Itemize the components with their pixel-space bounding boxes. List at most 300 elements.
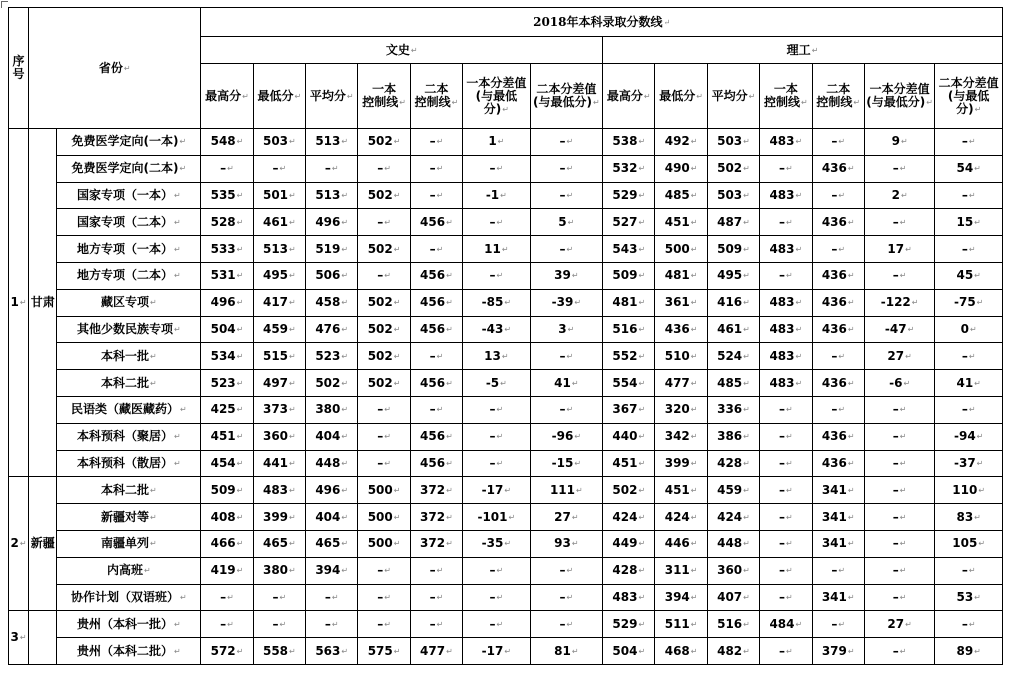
- wenshi-value: 477: [420, 643, 446, 658]
- ligong-value: –: [778, 268, 785, 283]
- ligong-value-cell: –↵: [864, 477, 934, 504]
- wenshi-value-cell: –↵: [463, 584, 530, 611]
- wenshi-value: 500: [367, 536, 393, 551]
- ligong-value-cell: 428↵: [603, 557, 655, 584]
- wenshi-value: –: [489, 268, 496, 283]
- wenshi-col-header: 二本 控制线↵: [410, 64, 462, 129]
- ligong-value-cell: –↵: [812, 129, 864, 156]
- wenshi-value-cell: –↵: [253, 584, 305, 611]
- wenshi-value-cell: 448↵: [306, 450, 358, 477]
- ligong-value-cell: 495↵: [707, 262, 759, 289]
- ligong-value: 510: [664, 348, 690, 363]
- ligong-value-cell: 341↵: [812, 504, 864, 531]
- ligong-value: -122: [880, 295, 911, 310]
- ligong-value-cell: 54↵: [935, 155, 1003, 182]
- ligong-value: 451: [664, 214, 690, 229]
- ligong-value: 500: [664, 241, 690, 256]
- ligong-value: –: [892, 214, 899, 229]
- corner-mark: [1, 1, 8, 8]
- wenshi-value-cell: 372↵: [410, 477, 462, 504]
- ligong-value-cell: –↵: [760, 262, 812, 289]
- wenshi-value-cell: –↵: [306, 155, 358, 182]
- wenshi-col-header-text: 平均分: [309, 88, 346, 103]
- province-cell: [29, 477, 57, 611]
- wenshi-value: 506: [315, 268, 341, 283]
- wenshi-value: 466: [210, 536, 236, 551]
- ligong-value-cell: 554↵: [603, 370, 655, 397]
- wenshi-value: 502: [367, 375, 393, 390]
- ligong-value-cell: –↵: [760, 638, 812, 665]
- wenshi-value-cell: –↵: [410, 343, 462, 370]
- ligong-value: 436: [821, 161, 847, 176]
- wenshi-value: 419: [210, 563, 236, 578]
- table-row: [9, 638, 1003, 665]
- ligong-col-header-text: 二本分差值 (与最低 分): [938, 75, 999, 116]
- ligong-value: 527: [612, 214, 638, 229]
- ligong-value-cell: 485↵: [655, 182, 707, 209]
- ligong-value: 27: [887, 348, 905, 363]
- ligong-value-cell: –↵: [864, 504, 934, 531]
- wenshi-value-cell: –↵: [358, 557, 410, 584]
- ligong-value: 45: [956, 268, 974, 283]
- ligong-value-cell: 509↵: [707, 236, 759, 263]
- ligong-value-cell: 342↵: [655, 423, 707, 450]
- ligong-value: 484: [769, 616, 795, 631]
- wenshi-value-cell: –↵: [410, 236, 462, 263]
- wenshi-value: -101: [477, 509, 508, 524]
- wenshi-value: 3: [558, 321, 567, 336]
- wenshi-value-cell: –↵: [358, 450, 410, 477]
- wenshi-value-cell: 502↵: [358, 129, 410, 156]
- ligong-value: –: [778, 643, 785, 658]
- ligong-value-cell: 459↵: [707, 477, 759, 504]
- wenshi-value: 502: [367, 321, 393, 336]
- ligong-value: 532: [612, 161, 638, 176]
- wenshi-value: –: [377, 161, 384, 176]
- ligong-value-cell: –↵: [812, 236, 864, 263]
- wenshi-value: 535: [210, 187, 236, 202]
- ligong-value: –: [961, 187, 968, 202]
- ligong-col-header-text: 最低分: [659, 88, 696, 103]
- ligong-value: –: [831, 402, 838, 417]
- wenshi-value: 372: [420, 536, 446, 551]
- ligong-value-cell: –↵: [864, 584, 934, 611]
- wenshi-value: –: [489, 429, 496, 444]
- ligong-value: -75: [953, 295, 976, 310]
- ligong-value-cell: –↵: [935, 182, 1003, 209]
- wenshi-value: 404: [315, 509, 341, 524]
- ligong-value-cell: 529↵: [603, 182, 655, 209]
- ligong-value: 2: [891, 187, 900, 202]
- wenshi-value: 39: [554, 268, 571, 283]
- ligong-value-cell: 487↵: [707, 209, 759, 236]
- category-label: 本科二批: [100, 482, 149, 497]
- category-cell: 藏区专项↵: [57, 289, 201, 316]
- wenshi-value-cell: 496↵: [306, 209, 358, 236]
- ligong-value: 360: [717, 563, 743, 578]
- wenshi-value: –: [559, 241, 566, 256]
- ligong-value-cell: 502↵: [707, 155, 759, 182]
- ligong-value-cell: -75↵: [935, 289, 1003, 316]
- wenshi-value: 513: [315, 134, 341, 149]
- category-label: 本科预科（散居）: [76, 455, 173, 470]
- ligong-value-cell: 436↵: [812, 423, 864, 450]
- ligong-value-cell: 504↵: [603, 638, 655, 665]
- ligong-value-cell: –↵: [760, 584, 812, 611]
- wenshi-value: –: [429, 589, 436, 604]
- wenshi-value-cell: 506↵: [306, 262, 358, 289]
- table-row: [9, 423, 1003, 450]
- wenshi-value-cell: 548↵: [201, 129, 253, 156]
- wenshi-value: 456: [420, 214, 446, 229]
- wenshi-value: 451: [210, 429, 236, 444]
- category-label: 地方专项（一本）: [76, 241, 173, 256]
- category-cell: 本科预科（散居）↵: [57, 450, 201, 477]
- ligong-value: 483: [612, 589, 638, 604]
- ligong-value: 436: [821, 375, 847, 390]
- ligong-value: -6: [889, 375, 903, 390]
- wenshi-value: –: [377, 402, 384, 417]
- wenshi-value: –: [272, 589, 279, 604]
- ligong-value-cell: 527↵: [603, 209, 655, 236]
- ligong-value-cell: 484↵: [760, 611, 812, 638]
- ligong-value-cell: 311↵: [655, 557, 707, 584]
- wenshi-col-header-text: 最高分: [205, 88, 242, 103]
- ligong-value-cell: 543↵: [603, 236, 655, 263]
- wenshi-value-cell: 528↵: [201, 209, 253, 236]
- ligong-value: –: [778, 563, 785, 578]
- wenshi-value: -17: [481, 643, 504, 658]
- table-row: [9, 316, 1003, 343]
- ligong-value-cell: 510↵: [655, 343, 707, 370]
- wenshi-value-cell: 399↵: [253, 504, 305, 531]
- ligong-value: –: [892, 482, 899, 497]
- wenshi-value: 465: [262, 536, 289, 551]
- ligong-value-cell: –↵: [864, 450, 934, 477]
- wenshi-value-cell: 500↵: [358, 477, 410, 504]
- wenshi-value-cell: 451↵: [201, 423, 253, 450]
- ligong-value-cell: –↵: [812, 182, 864, 209]
- wenshi-value: –: [429, 241, 436, 256]
- wenshi-value-cell: -96↵: [530, 423, 603, 450]
- wenshi-value-cell: -17↵: [463, 477, 530, 504]
- wenshi-value: 476: [315, 321, 341, 336]
- category-cell: 地方专项（一本）↵: [57, 236, 201, 263]
- ligong-value: –: [892, 161, 899, 176]
- ligong-value-cell: 483↵: [760, 129, 812, 156]
- wenshi-value: –: [489, 161, 496, 176]
- ligong-value: –: [778, 214, 785, 229]
- wenshi-col-header-text: 一本分差值 (与最低分): [466, 75, 527, 116]
- ligong-value: 538: [612, 134, 638, 149]
- ligong-value-cell: 428↵: [707, 450, 759, 477]
- wenshi-value: 502: [367, 295, 393, 310]
- wenshi-col-header: 平均分↵: [306, 64, 358, 129]
- ligong-value: 416: [717, 295, 743, 310]
- wenshi-value-cell: –↵: [530, 396, 603, 423]
- wenshi-value: –: [377, 429, 384, 444]
- wenshi-value-cell: 373↵: [253, 396, 305, 423]
- ligong-value: 483: [769, 295, 795, 310]
- ligong-value: 15: [956, 214, 974, 229]
- wenshi-value: 523: [210, 375, 236, 390]
- ligong-value: –: [892, 643, 899, 658]
- wenshi-value-cell: 93↵: [530, 530, 603, 557]
- category-cell: 本科二批↵: [57, 477, 201, 504]
- ligong-value-cell: –↵: [760, 155, 812, 182]
- ligong-value: 483: [769, 134, 795, 149]
- ligong-value: 407: [717, 589, 743, 604]
- wenshi-value: 11: [484, 241, 501, 256]
- ligong-value: 436: [664, 321, 690, 336]
- wenshi-value: 548: [210, 134, 236, 149]
- wenshi-value-cell: –↵: [530, 182, 603, 209]
- ligong-value-cell: 386↵: [707, 423, 759, 450]
- table-row: [9, 129, 1003, 156]
- wenshi-value-cell: –↵: [410, 155, 462, 182]
- wenshi-value-cell: 500↵: [358, 504, 410, 531]
- ligong-value-cell: 509↵: [603, 262, 655, 289]
- wenshi-value-cell: –↵: [463, 423, 530, 450]
- category-cell: 民语类（藏医藏药）↵: [57, 396, 201, 423]
- ligong-value-cell: -37↵: [935, 450, 1003, 477]
- ligong-value-cell: 461↵: [707, 316, 759, 343]
- table-row: [9, 396, 1003, 423]
- ligong-value-cell: 483↵: [760, 316, 812, 343]
- wenshi-value-cell: 404↵: [306, 504, 358, 531]
- wenshi-value-cell: -5↵: [463, 370, 530, 397]
- wenshi-value: 456: [420, 321, 446, 336]
- wenshi-value: –: [429, 348, 436, 363]
- ligong-value: 394: [664, 589, 690, 604]
- ligong-value-cell: 436↵: [812, 209, 864, 236]
- wenshi-value-cell: 500↵: [358, 530, 410, 557]
- wenshi-value-cell: 502↵: [358, 289, 410, 316]
- wenshi-value-cell: –↵: [530, 155, 603, 182]
- category-label: 内高班: [106, 563, 143, 578]
- wenshi-col-header-text: 二本分差值 (与最低分): [532, 82, 597, 109]
- ligong-value: 481: [664, 268, 690, 283]
- wenshi-value-cell: -39↵: [530, 289, 603, 316]
- ligong-value-cell: 41↵: [935, 370, 1003, 397]
- seq-value: 2: [10, 536, 19, 551]
- wenshi-value-cell: 502↵: [358, 370, 410, 397]
- ligong-value-cell: 341↵: [812, 530, 864, 557]
- wenshi-value: 93: [554, 536, 571, 551]
- ligong-value-cell: -47↵: [864, 316, 934, 343]
- wenshi-value: 531: [210, 268, 236, 283]
- category-cell: 免费医学定向(二本)↵: [57, 155, 201, 182]
- category-label: 新疆对等: [100, 509, 149, 524]
- ligong-value: –: [831, 187, 838, 202]
- ligong-value-cell: 9↵: [864, 129, 934, 156]
- wenshi-value: 404: [315, 429, 341, 444]
- seq-value: 1: [10, 295, 19, 310]
- wenshi-value: 373: [262, 402, 289, 417]
- wenshi-value-cell: 503↵: [253, 129, 305, 156]
- wenshi-value-cell: 563↵: [306, 638, 358, 665]
- ligong-value: 524: [717, 348, 743, 363]
- ligong-value: 543: [612, 241, 638, 256]
- ligong-value-cell: 451↵: [603, 450, 655, 477]
- wenshi-value: -96: [551, 429, 574, 444]
- wenshi-value-cell: 417↵: [253, 289, 305, 316]
- ligong-value-cell: 516↵: [707, 611, 759, 638]
- table-row: [9, 504, 1003, 531]
- ligong-value: 436: [821, 455, 847, 470]
- wenshi-value-cell: 380↵: [253, 557, 305, 584]
- wenshi-value-cell: 456↵: [410, 423, 462, 450]
- ligong-value: 449: [612, 536, 638, 551]
- category-label: 国家专项（一本）: [76, 187, 173, 202]
- ligong-value: 436: [821, 295, 847, 310]
- wenshi-value-cell: 465↵: [253, 530, 305, 557]
- seq-cell: 2↵: [9, 477, 29, 611]
- ligong-value: 529: [612, 187, 638, 202]
- ligong-col-header-text: 二本 控制线: [816, 82, 853, 109]
- ligong-value-cell: 436↵: [655, 316, 707, 343]
- wenshi-value: -43: [481, 321, 504, 336]
- wenshi-value-cell: –↵: [463, 557, 530, 584]
- wenshi-value: 456: [420, 375, 446, 390]
- ligong-value-cell: 477↵: [655, 370, 707, 397]
- category-label: 本科预科（聚居）: [76, 429, 173, 444]
- ligong-value: 436: [821, 214, 847, 229]
- ligong-value: 504: [612, 643, 638, 658]
- wenshi-value: -15: [551, 455, 574, 470]
- table-row: [9, 477, 1003, 504]
- ligong-value-cell: 416↵: [707, 289, 759, 316]
- wenshi-value: 502: [367, 187, 393, 202]
- wenshi-value-cell: 501↵: [253, 182, 305, 209]
- wenshi-value-cell: –↵: [201, 611, 253, 638]
- wenshi-value-cell: 1↵: [463, 129, 530, 156]
- ligong-value: 424: [664, 509, 690, 524]
- wenshi-value-cell: 425↵: [201, 396, 253, 423]
- wenshi-value-cell: –↵: [530, 343, 603, 370]
- ligong-value-cell: 17↵: [864, 236, 934, 263]
- ligong-value: –: [961, 563, 968, 578]
- ligong-value: 105: [952, 536, 978, 551]
- ligong-value: 492: [664, 134, 690, 149]
- wenshi-value: 495: [262, 268, 289, 283]
- ligong-value: 482: [717, 643, 743, 658]
- ligong-value: -94: [953, 429, 976, 444]
- ligong-value: -47: [884, 321, 907, 336]
- wenshi-value-cell: -35↵: [463, 530, 530, 557]
- wenshi-value: 454: [210, 455, 236, 470]
- ligong-value: 487: [717, 214, 743, 229]
- category-label: 免费医学定向(二本): [71, 161, 179, 176]
- wenshi-value: –: [429, 161, 436, 176]
- group-header-ligong-text: 理工: [786, 42, 811, 57]
- ligong-value-cell: –↵: [760, 450, 812, 477]
- ligong-value: –: [892, 536, 899, 551]
- ligong-value-cell: 361↵: [655, 289, 707, 316]
- ligong-value-cell: 483↵: [760, 289, 812, 316]
- ligong-value-cell: 451↵: [655, 209, 707, 236]
- wenshi-value-cell: 360↵: [253, 423, 305, 450]
- wenshi-value-cell: 502↵: [358, 316, 410, 343]
- ligong-value-cell: 492↵: [655, 129, 707, 156]
- category-label: 南疆单列: [100, 536, 149, 551]
- ligong-value: 483: [769, 348, 795, 363]
- wenshi-value: 572: [210, 643, 236, 658]
- wenshi-value: 13: [484, 348, 501, 363]
- ligong-value-cell: 481↵: [603, 289, 655, 316]
- wenshi-value: –: [559, 616, 566, 631]
- ligong-value-cell: 481↵: [655, 262, 707, 289]
- ligong-value: 54: [956, 161, 974, 176]
- ligong-value: 341: [821, 536, 847, 551]
- ligong-value: –: [961, 348, 968, 363]
- category-cell: 新疆对等↵: [57, 504, 201, 531]
- ligong-value: 399: [664, 455, 690, 470]
- wenshi-value-cell: -43↵: [463, 316, 530, 343]
- wenshi-value-cell: 81↵: [530, 638, 603, 665]
- ligong-col-header: 二本分差值 (与最低 分)↵: [935, 64, 1003, 129]
- ligong-value-cell: 483↵: [760, 236, 812, 263]
- ligong-value-cell: 436↵: [812, 450, 864, 477]
- wenshi-value: –: [377, 589, 384, 604]
- ligong-value: –: [831, 241, 838, 256]
- ligong-col-header-text: 平均分: [711, 88, 748, 103]
- ligong-value: –: [961, 616, 968, 631]
- wenshi-value: –: [377, 214, 384, 229]
- wenshi-value-cell: 459↵: [253, 316, 305, 343]
- ligong-col-header-text: 一本 控制线: [763, 82, 800, 109]
- ligong-value-cell: 485↵: [707, 370, 759, 397]
- province-cell: [29, 611, 57, 665]
- ligong-value: 17: [887, 241, 905, 256]
- ligong-value-cell: 524↵: [707, 343, 759, 370]
- ligong-value: –: [778, 161, 785, 176]
- ligong-value-cell: –↵: [864, 209, 934, 236]
- ligong-value-cell: 2↵: [864, 182, 934, 209]
- wenshi-value: 456: [420, 268, 446, 283]
- wenshi-value: 380: [315, 402, 341, 417]
- wenshi-value: –: [559, 161, 566, 176]
- wenshi-value: 111: [549, 482, 575, 497]
- wenshi-value: –: [489, 589, 496, 604]
- wenshi-value: -85: [481, 295, 504, 310]
- wenshi-value-cell: –↵: [463, 155, 530, 182]
- wenshi-value: –: [559, 348, 566, 363]
- ligong-value: 424: [717, 509, 743, 524]
- wenshi-value-cell: 531↵: [201, 262, 253, 289]
- wenshi-value: –: [220, 616, 227, 631]
- wenshi-value: 558: [262, 643, 289, 658]
- ligong-value: 110: [952, 482, 978, 497]
- wenshi-value-cell: 3↵: [530, 316, 603, 343]
- ligong-value: 461: [717, 321, 743, 336]
- wenshi-value-cell: 535↵: [201, 182, 253, 209]
- ligong-value-cell: 110↵: [935, 477, 1003, 504]
- wenshi-value-cell: 5↵: [530, 209, 603, 236]
- wenshi-value: 563: [315, 643, 341, 658]
- ligong-value: 495: [717, 268, 743, 283]
- wenshi-value-cell: –↵: [358, 611, 410, 638]
- ligong-value: 468: [664, 643, 690, 658]
- wenshi-value-cell: –↵: [201, 584, 253, 611]
- ligong-value: 503: [717, 134, 743, 149]
- wenshi-value: 459: [262, 321, 289, 336]
- wenshi-value: –: [429, 616, 436, 631]
- wenshi-value: 41: [554, 375, 571, 390]
- wenshi-col-header: 一本 控制线↵: [358, 64, 410, 129]
- wenshi-value-cell: 502↵: [306, 370, 358, 397]
- ligong-value: 451: [612, 455, 638, 470]
